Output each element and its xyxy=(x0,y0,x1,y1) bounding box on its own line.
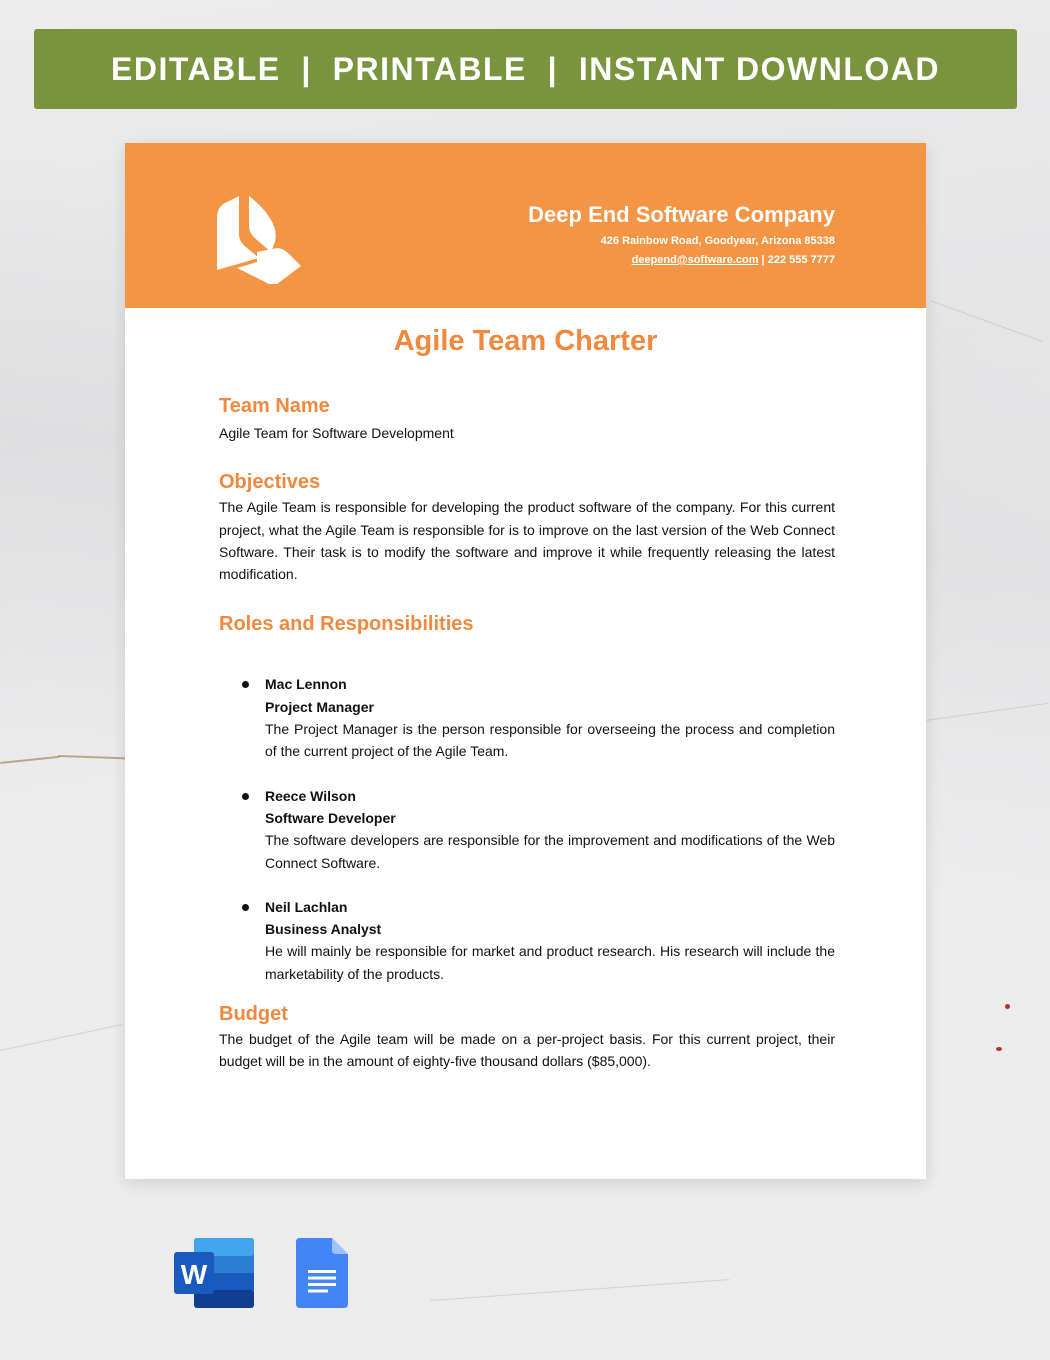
microsoft-word-icon[interactable] xyxy=(174,1238,254,1308)
document-title: Agile Team Charter xyxy=(393,325,658,357)
svg-text:W: W xyxy=(180,1259,208,1290)
role-item xyxy=(219,785,835,874)
company-logo-icon xyxy=(217,196,301,284)
marble-vein xyxy=(926,703,1049,721)
marble-spot xyxy=(996,1047,1002,1051)
role-item xyxy=(219,896,835,985)
marble-vein xyxy=(0,1024,122,1051)
company-address: 426 Rainbow Road, Goodyear, Arizona 85338 xyxy=(600,235,835,247)
document-page xyxy=(125,143,926,1179)
role-description: The Project Manager is the person responsible for overseeing the process and completion of the current project of the Agile Team. xyxy=(265,721,835,760)
section-objectives xyxy=(219,469,835,585)
marble-vein xyxy=(430,1279,729,1301)
objectives-text: The Agile Team is responsible for developing the product software of the company. For this current project, what the Agile Team is responsible for is to improve on the last version of the Web Connect Software. Their task is to modify the software and improve it while frequently releasing the latest modification. xyxy=(219,499,835,583)
section-roles xyxy=(219,611,835,985)
banner-text: EDITABLE | PRINTABLE | INSTANT DOWNLOAD xyxy=(110,50,941,87)
roles-list xyxy=(219,673,835,985)
marble-spot xyxy=(1005,1004,1010,1009)
role-job-title: Project Manager xyxy=(265,698,374,715)
section-heading: Roles and Responsibilities xyxy=(219,613,474,636)
company-name: Deep End Software Company xyxy=(528,202,835,227)
section-budget xyxy=(219,1001,835,1073)
marble-vein xyxy=(58,755,128,759)
google-docs-icon[interactable] xyxy=(296,1238,348,1308)
bullet-icon xyxy=(242,904,249,911)
marble-vein xyxy=(930,300,1043,342)
company-contact xyxy=(528,251,835,270)
document-body xyxy=(219,393,835,1073)
bullet-icon xyxy=(242,681,249,688)
role-description: The software developers are responsible for the improvement and modifications of the Web Connect Software. xyxy=(265,832,835,871)
role-person-name: Neil Lachlan xyxy=(265,898,348,915)
email-link[interactable]: deepend@software.com xyxy=(631,254,759,266)
role-person-name: Mac Lennon xyxy=(265,676,347,693)
role-item xyxy=(219,673,835,762)
budget-text: The budget of the Agile team will be made on a per-project basis. For this current project, their budget will be in the amount of eighty-five thousand dollars ($85,000). xyxy=(219,1031,835,1070)
compatible-apps xyxy=(174,1238,348,1308)
section-heading: Team Name xyxy=(219,395,330,417)
letterhead xyxy=(125,143,926,308)
contact-separator: | xyxy=(758,254,768,266)
section-heading: Objectives xyxy=(219,471,321,494)
feature-banner xyxy=(34,29,1017,109)
section-heading: Budget xyxy=(219,1003,288,1026)
phone-number: 222 555 7777 xyxy=(767,254,835,266)
role-job-title: Software Developer xyxy=(265,809,396,826)
section-team-name xyxy=(219,393,835,444)
role-description: He will mainly be responsible for market and product research. His research will include the marketability of the products. xyxy=(265,943,835,982)
bullet-icon xyxy=(242,793,249,800)
role-person-name: Reece Wilson xyxy=(265,787,356,804)
marble-vein xyxy=(0,756,60,764)
role-job-title: Business Analyst xyxy=(265,921,382,938)
company-info xyxy=(528,201,835,270)
team-name-text: Agile Team for Software Development xyxy=(219,425,454,441)
